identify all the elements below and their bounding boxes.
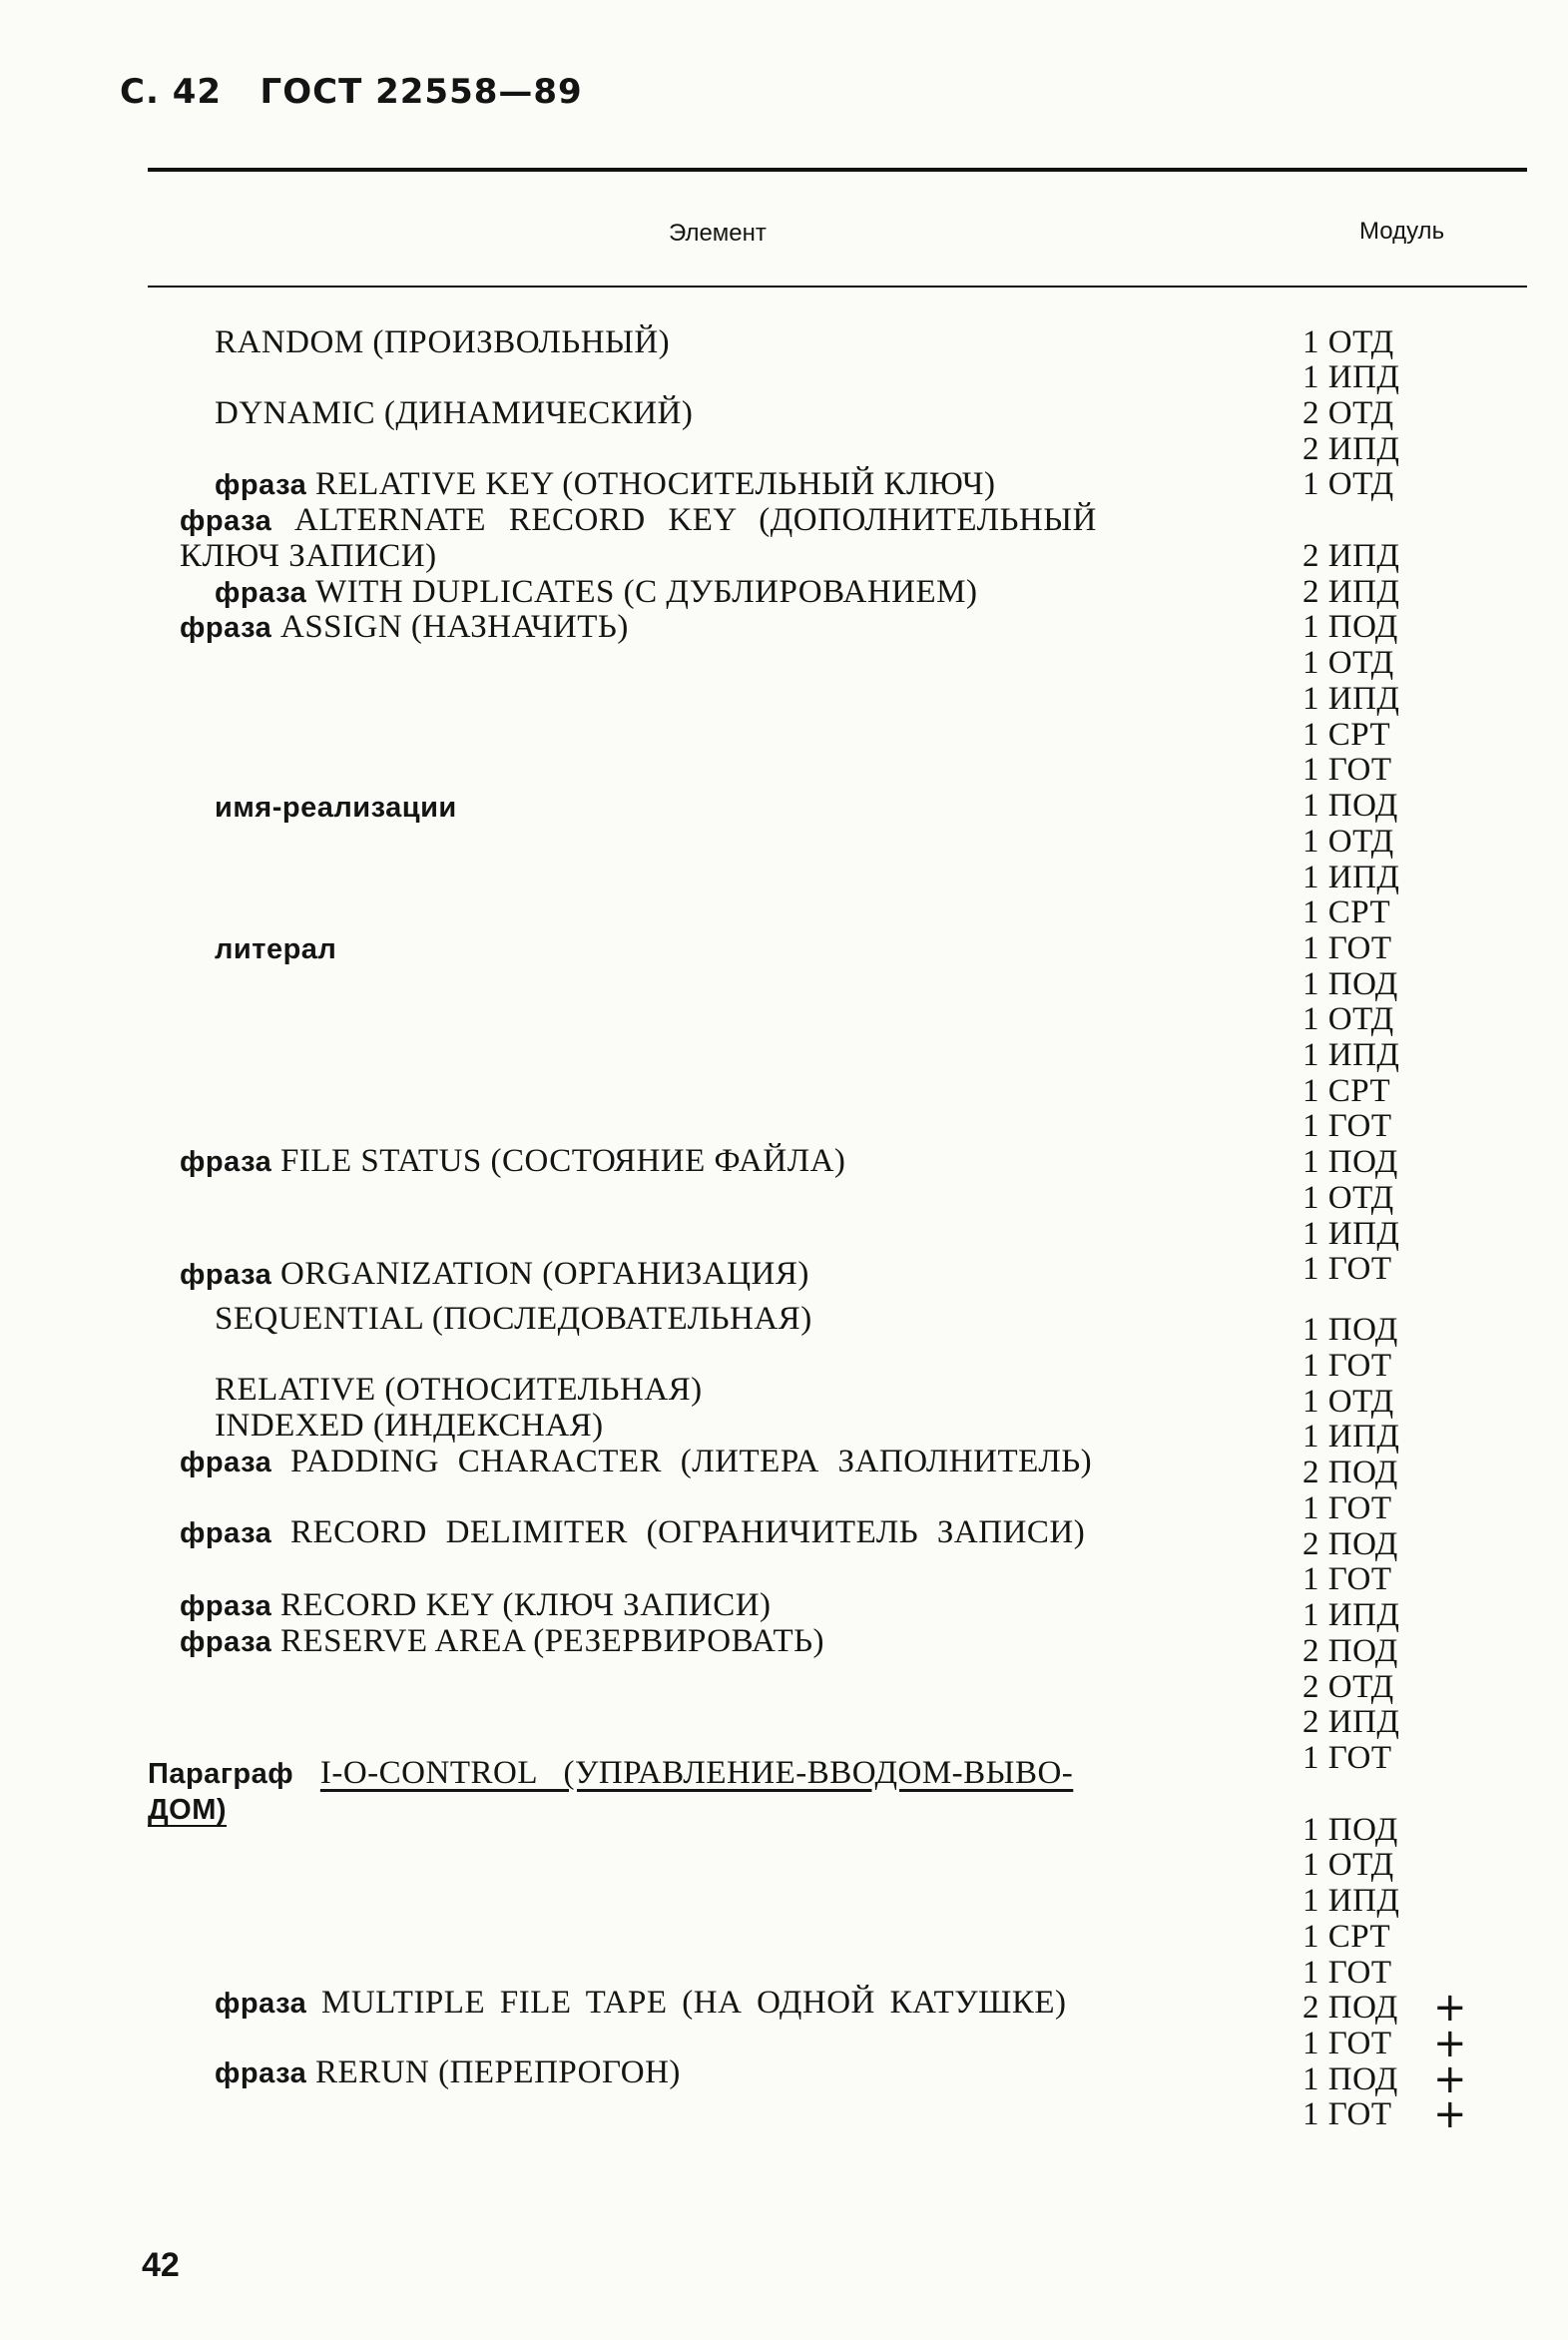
module-entry: 1 ГОТ: [1303, 1955, 1392, 1991]
entry-relative: RELATIVE (ОТНОСИТЕЛЬНАЯ): [215, 1372, 703, 1408]
plus-mark: +: [1433, 2091, 1468, 2137]
module-entry: 1 ОТД: [1303, 1180, 1394, 1216]
module-entry: 1 ИПД: [1303, 860, 1400, 895]
entry-organization: фраза ORGANIZATION (ОРГАНИЗАЦИЯ): [180, 1256, 809, 1292]
paragraph-word: Параграф: [148, 1758, 294, 1790]
entry-indexed: INDEXED (ИНДЕКСНАЯ): [215, 1408, 604, 1444]
module-entry: 1 ИПД: [1303, 359, 1400, 395]
module-entry: 1 ПОД: [1303, 1312, 1398, 1348]
plus-mark: +: [1433, 2021, 1468, 2066]
module-entry: 1 ГОТ: [1303, 752, 1392, 788]
module-entry: 1 ОТД: [1303, 466, 1394, 502]
module-entry: 1 СРТ: [1303, 717, 1391, 753]
page-ref: С. 42: [120, 72, 223, 112]
entry-relative-key: фраза RELATIVE KEY (ОТНОСИТЕЛЬНЫЙ КЛЮЧ): [215, 466, 996, 502]
module-entry: 2 ПОД: [1303, 1990, 1398, 2026]
module-entry: 1 ПОД: [1303, 1144, 1398, 1180]
phrase-word: фраза: [215, 1988, 307, 2020]
module-entry: 2 ПОД: [1303, 1526, 1398, 1562]
entry-record-delimiter: фраза RECORD DELIMITER (ОГРАНИЧИТЕЛЬ ЗАПИСИ): [180, 1514, 1086, 1550]
module-entry: 1 ИПД: [1303, 681, 1400, 717]
entry-alternate-2: КЛЮЧ ЗАПИСИ): [180, 538, 437, 574]
module-entry: 1 СРТ: [1303, 894, 1391, 930]
phrase-word: фраза: [180, 505, 272, 537]
module-entry: 1 ГОТ: [1303, 1348, 1392, 1384]
plus-mark: +: [1433, 2056, 1468, 2102]
module-entry: 1 ГОТ: [1303, 1740, 1392, 1776]
module-entry: 1 ПОД: [1303, 1812, 1398, 1848]
phrase-word: фраза: [215, 469, 307, 501]
module-entry: 1 ГОТ: [1303, 1490, 1392, 1526]
entry-with-duplicates: фраза WITH DUPLICATES (С ДУБЛИРОВАНИЕМ): [215, 574, 978, 610]
module-entry: 1 ГОТ: [1303, 1108, 1392, 1144]
phrase-word: фраза: [180, 1447, 272, 1478]
module-entry: 2 ПОД: [1303, 1633, 1398, 1669]
module-entry: 1 ИПД: [1303, 1597, 1400, 1633]
plus-mark: +: [1433, 1985, 1468, 2031]
entry-io-control-2: ДОМ): [148, 1794, 228, 1826]
module-entry: 1 ИПД: [1303, 1216, 1400, 1252]
module-entry: 1 ОТД: [1303, 1384, 1394, 1420]
top-rule: [148, 168, 1527, 172]
entry-impl-name: имя-реализации: [215, 792, 457, 824]
phrase-word: фраза: [180, 1146, 272, 1178]
module-entry: 1 ОТД: [1303, 824, 1394, 860]
module-entry: 2 ИПД: [1303, 538, 1400, 574]
entry-assign: фраза ASSIGN (НАЗНАЧИТЬ): [180, 609, 629, 645]
module-entry: 1 ИПД: [1303, 1419, 1400, 1455]
entry-multiple-file-tape: фраза MULTIPLE FILE TAPE (НА ОДНОЙ КАТУШКЕ): [215, 1985, 1067, 2021]
header-rule: [148, 286, 1527, 288]
standard-id: ГОСТ 22558—89: [260, 72, 583, 112]
column-header-element: Элемент: [669, 220, 767, 247]
entry-padding: фраза PADDING CHARACTER (ЛИТЕРА ЗАПОЛНИТЕЛЬ): [180, 1444, 1093, 1479]
module-entry: 2 ОТД: [1303, 395, 1394, 431]
module-entry: 1 ПОД: [1303, 788, 1398, 824]
phrase-word: фраза: [180, 1517, 272, 1549]
phrase-word: фраза: [215, 577, 307, 609]
phrase-word: фраза: [180, 1259, 272, 1291]
phrase-word: фраза: [180, 1590, 272, 1622]
module-entry: 2 ИПД: [1303, 1704, 1400, 1740]
module-entry: 1 ОТД: [1303, 324, 1394, 360]
module-entry: 2 ОТД: [1303, 1669, 1394, 1705]
module-entry: 1 СРТ: [1303, 1073, 1391, 1109]
phrase-word: фраза: [215, 2057, 307, 2089]
module-entry: 2 ИПД: [1303, 431, 1400, 467]
module-entry: 2 ИПД: [1303, 574, 1400, 610]
phrase-word: фраза: [180, 1626, 272, 1658]
module-entry: 2 ПОД: [1303, 1455, 1398, 1490]
phrase-word: фраза: [180, 612, 272, 644]
module-entry: 1 ОТД: [1303, 645, 1394, 681]
column-header-module: Модуль: [1359, 218, 1445, 245]
module-entry: 1 СРТ: [1303, 1919, 1391, 1955]
entry-io-control-1: Параграф I-O-CONTROL (УПРАВЛЕНИЕ-ВВОДОМ-ВЫВО-: [148, 1755, 1074, 1791]
module-entry: 1 ГОТ: [1303, 2026, 1392, 2061]
entry-alternate-1: фраза ALTERNATE RECORD KEY (ДОПОЛНИТЕЛЬНЫЙ: [180, 502, 1097, 538]
entry-literal: литерал: [215, 933, 337, 965]
page-header: [120, 72, 583, 112]
page-number: 42: [142, 2246, 180, 2284]
module-entry: 1 ОТД: [1303, 1001, 1394, 1037]
module-entry: 1 ПОД: [1303, 966, 1398, 1002]
entry-sequential: SEQUENTIAL (ПОСЛЕДОВАТЕЛЬНАЯ): [215, 1301, 812, 1337]
module-entry: 1 ОТД: [1303, 1847, 1394, 1883]
module-entry: 1 ГОТ: [1303, 1251, 1392, 1287]
entry-reserve-area: фраза RESERVE AREA (РЕЗЕРВИРОВАТЬ): [180, 1623, 825, 1659]
module-entry: 1 ПОД: [1303, 609, 1398, 645]
module-entry: 1 ГОТ: [1303, 1561, 1392, 1597]
entry-file-status: фраза FILE STATUS (СОСТОЯНИЕ ФАЙЛА): [180, 1143, 846, 1179]
entry-dynamic: DYNAMIC (ДИНАМИЧЕСКИЙ): [215, 395, 694, 431]
module-entry: 1 ИПД: [1303, 1883, 1400, 1919]
module-entry: 1 ГОТ: [1303, 930, 1392, 966]
entry-random: RANDOM (ПРОИЗВОЛЬНЫЙ): [215, 324, 671, 360]
entry-rerun: фраза RERUN (ПЕРЕПРОГОН): [215, 2054, 681, 2090]
module-entry: 1 ГОТ: [1303, 2096, 1392, 2132]
module-entry: 1 ПОД: [1303, 2061, 1398, 2097]
module-entry: 1 ИПД: [1303, 1037, 1400, 1073]
entry-record-key: фраза RECORD KEY (КЛЮЧ ЗАПИСИ): [180, 1587, 772, 1623]
